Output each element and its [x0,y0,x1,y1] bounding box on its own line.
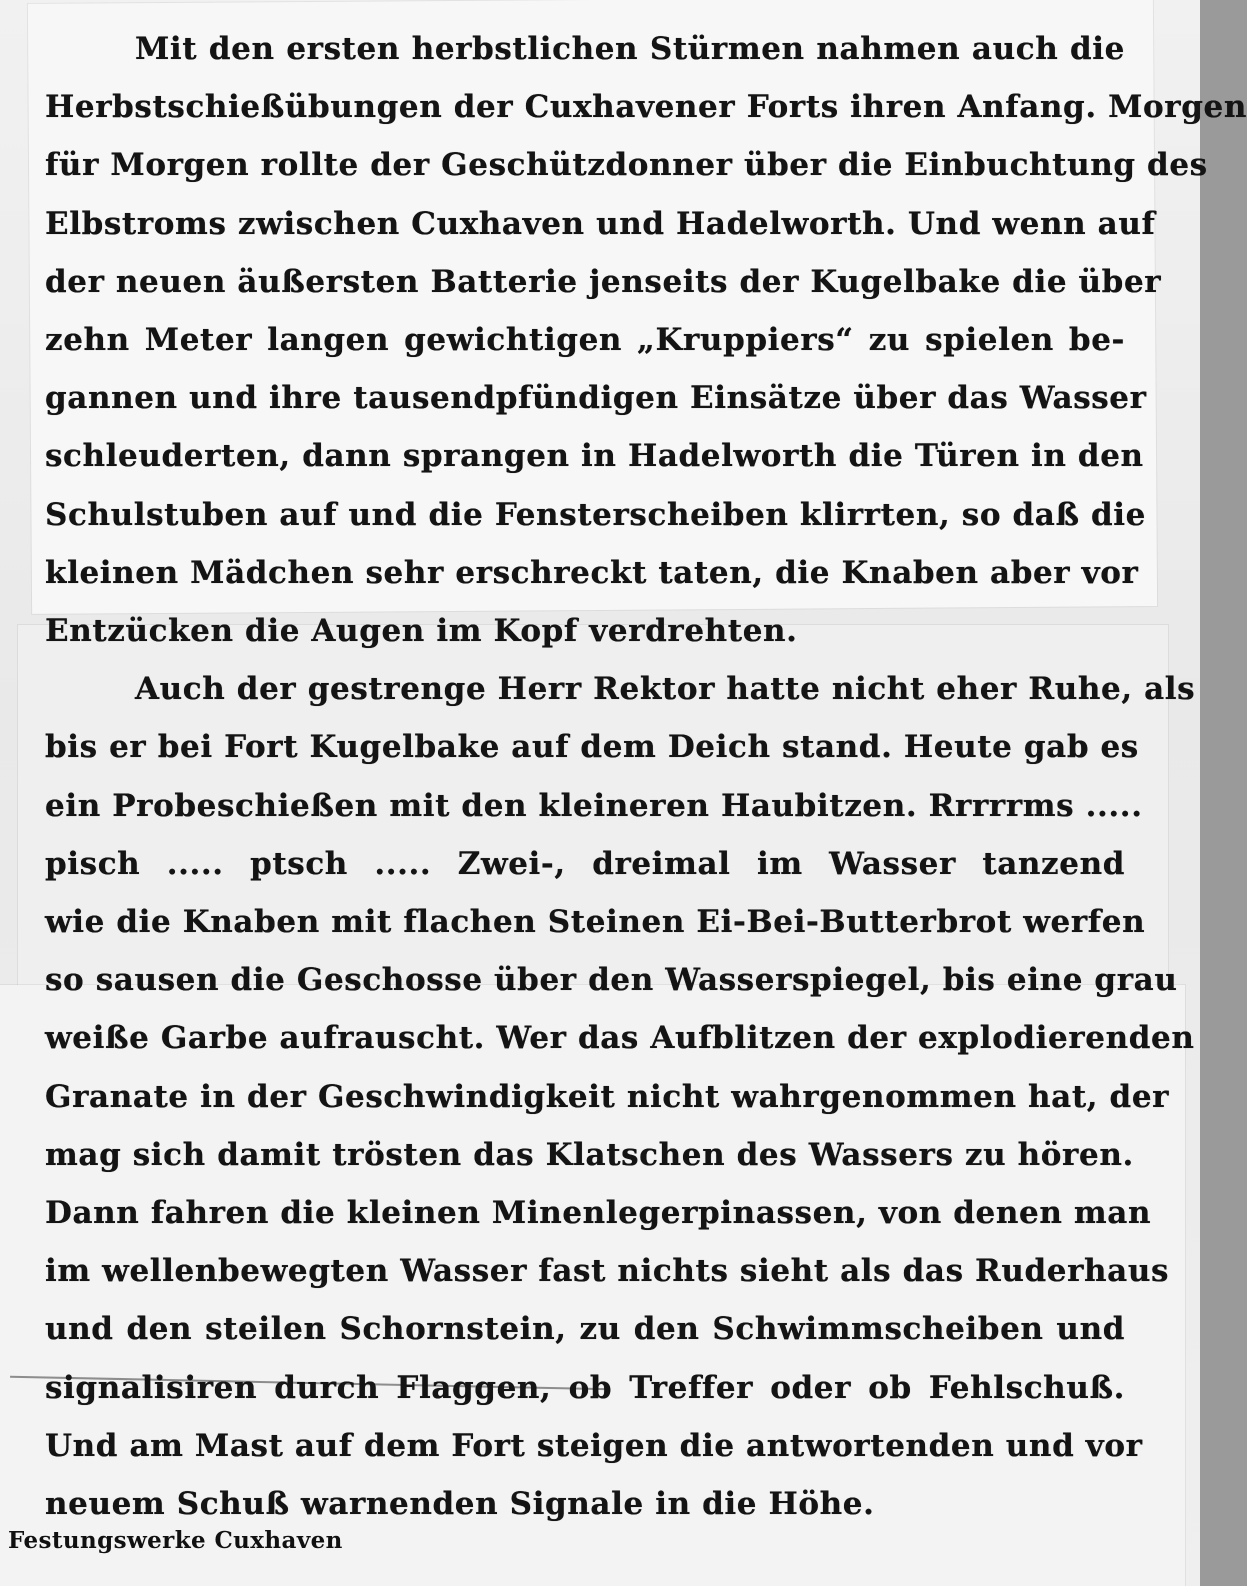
text-line: gannen und ihre tausendpfündigen Einsätze über das Wasser [45,380,1147,417]
text-line: neuem Schuß warnenden Signale in die Höhe. [45,1486,875,1523]
text-line: für Morgen rollte der Geschützdonner über die Einbuchtung des [45,147,1208,184]
text-line: schleuderten, dann sprangen in Hadelworth die Türen in den [45,438,1144,475]
text-line: ein Probeschießen mit den kleineren Haubitzen. Rrrrrms ..... [45,787,1143,824]
image-caption: Festungswerke Cuxhaven [8,1527,343,1554]
text-line: Mit den ersten herbstlichen Stürmen nahmen auch die [135,31,1125,67]
text-line: Granate in der Geschwindigkeit nicht wahrgenommen hat, der [45,1078,1170,1115]
text-line: signalisiren durch Flaggen, ob Treffer oder ob Fehlschuß. [45,1369,1125,1406]
text-line: pisch ..... ptsch ..... Zwei-, dreimal im Wasser tanzend [45,845,1125,882]
text-line: Und am Mast auf dem Fort steigen die antwortenden und vor [45,1427,1143,1464]
text-line: so sausen die Geschosse über den Wasserspiegel, bis eine grau [45,962,1178,999]
text-line: weiße Garbe aufrauscht. Wer das Aufblitzen der explodierenden [45,1020,1195,1057]
text-line: Herbstschießübungen der Cuxhavener Forts ihren Anfang. Morgen [45,89,1247,126]
text-line: Dann fahren die kleinen Minenlegerpinassen, von denen man [45,1195,1152,1232]
body-text [45,20,1247,1533]
text-line: kleinen Mädchen sehr erschreckt taten, die Knaben aber vor [45,554,1139,591]
text-line: Schulstuben auf und die Fensterscheiben klirrten, so daß die [45,496,1146,533]
text-line: Entzücken die Augen im Kopf verdrehten. [45,613,798,650]
text-line: im wellenbewegten Wasser fast nichts sieht als das Ruderhaus [45,1253,1170,1290]
text-line: bis er bei Fort Kugelbake auf dem Deich stand. Heute gab es [45,729,1139,766]
text-line: Auch der gestrenge Herr Rektor hatte nicht eher Ruhe, als [135,671,1196,708]
text-line: und den steilen Schornstein, zu den Schwimmscheiben und [45,1311,1125,1348]
text-line: Elbstroms zwischen Cuxhaven und Hadelworth. Und wenn auf [45,205,1156,242]
text-line: der neuen äußersten Batterie jenseits der Kugelbake die über [45,263,1162,300]
text-line: mag sich damit trösten das Klatschen des Wassers zu hören. [45,1136,1134,1173]
text-line: zehn Meter langen gewichtigen „Kruppiers“ zu spielen be- [45,322,1125,359]
text-line: wie die Knaben mit flachen Steinen Ei-Bei-Butterbrot werfen [45,904,1146,941]
